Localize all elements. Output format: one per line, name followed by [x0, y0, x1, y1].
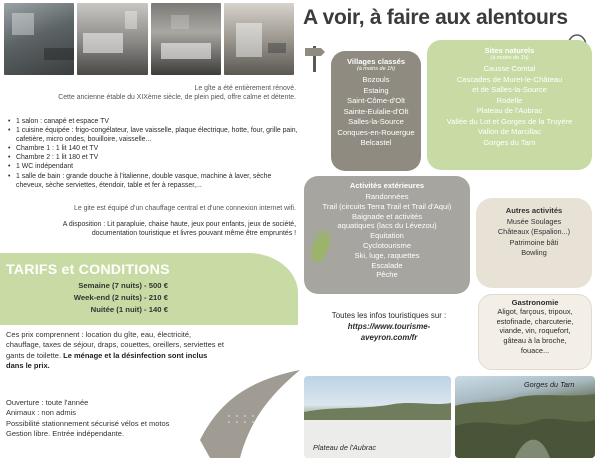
condition-ouverture: Ouverture : toute l'année — [6, 398, 89, 407]
list-item: Saint-Côme-d'Olt — [347, 96, 405, 105]
caption-aubrac: Plateau de l'Aubrac — [313, 443, 377, 452]
list-item: • 1 salon : canapé et espace TV — [8, 117, 298, 126]
list-item: Estaing — [363, 85, 389, 95]
autres-box — [482, 206, 586, 259]
list-item: Châteaux (Espalion...) — [497, 227, 571, 237]
photo-chambre — [151, 3, 221, 75]
list-item: Belcastel — [360, 138, 392, 147]
list-item: Baignade et activités — [351, 211, 423, 221]
disposition-text — [8, 220, 296, 238]
sites-box — [427, 40, 592, 170]
list-item: Patrimoine bâti — [509, 237, 559, 247]
list-item: • Chambre 1 : 1 lit 140 et TV — [8, 144, 298, 153]
list-item: aquatiques (lacs du Lévezou) — [337, 221, 437, 231]
activites-title: Activités extérieures — [349, 181, 425, 190]
list-item: Bozouls — [362, 75, 390, 84]
list-item: Vallon de Marcillac — [477, 127, 542, 136]
villages-subtitle: (à moins de 1h) — [356, 66, 396, 72]
list-item: Sainte-Eulalie-d'Olt — [343, 106, 409, 116]
decor-swoosh — [190, 340, 310, 460]
list-item: Escalade — [371, 260, 403, 270]
sites-title: Sites naturels — [484, 46, 535, 55]
tarif-weekend: Week-end (2 nuits) - 210 € — [73, 293, 168, 302]
photo-cuisine — [77, 3, 147, 75]
list-item: Aligot, farçous, tripoux, — [497, 307, 573, 316]
photo-salle-de-bain — [224, 3, 294, 75]
list-item: Plateau de l'Aubrac — [476, 106, 543, 115]
prices-cleaning: Le ménage et la désinfection sont inclus dans le prix. — [6, 350, 208, 371]
list-item: viande, vin, roquefort, — [499, 326, 571, 336]
tarifs-title: TARIFS et CONDITIONS — [6, 262, 170, 278]
list-item: Randonnées — [365, 192, 409, 201]
list-item: Rodelle — [496, 95, 523, 105]
tarif-week: Semaine (7 nuits) - 500 € — [78, 281, 168, 290]
list-item: Salles-la-Source — [348, 117, 404, 126]
list-item: Cyclotourisme — [362, 240, 412, 250]
prices-included: Ces prix comprennent : location du gîte, eau, électricité, chauffage, taxes de séjour, draps, couettes, oreillers, serviettes et gants de toilette. — [6, 330, 224, 360]
list-item: Pêche — [376, 270, 398, 280]
list-item: • 1 cuisine équipée : frigo-congélateur, lave vaisselle, plaque électrique, hotte, four, grille pain, cafetière, micro ondes, bouilloire, vaisselle... — [8, 126, 298, 144]
tarifs-list — [40, 280, 168, 316]
list-item: Conques-en-Rouergue — [337, 127, 415, 137]
list-item: Musée Soulages — [506, 217, 562, 226]
list-item: Vallée du Lot et Gorges de la Truyère — [446, 116, 573, 126]
photo-salon — [4, 3, 74, 75]
gastronomie-box — [478, 294, 592, 370]
tarif-night: Nuitée (1 nuit) - 140 € — [90, 305, 168, 314]
dispo-line-2: documentation touristique et livres pouvant même être empruntés ! — [91, 230, 296, 238]
list-item: Ski, luge, raquettes — [354, 250, 420, 260]
list-item: • 1 salle de bain : grande douche à l'italienne, double vasque, machine à laver, sèche cheveux, sèche serviettes, étendoir, table et fer à repasser,... — [8, 172, 298, 190]
signpost-icon — [303, 42, 327, 72]
condition-animaux: Animaux : non admis — [6, 408, 77, 418]
gastronomie-title: Gastronomie — [511, 298, 559, 307]
infos-block — [305, 310, 473, 343]
intro-line-2: Cette ancienne étable du XIXème siècle, de plein pied, offre calme et détente. — [58, 94, 296, 102]
intro-text — [8, 84, 296, 102]
list-item: • 1 WC indépendant — [8, 162, 298, 171]
intro-line-1: Le gîte a été entièrement rénové. — [194, 85, 296, 92]
equipment-list — [8, 117, 298, 190]
autres-title: Autres activités — [505, 206, 563, 215]
list-item: Equitation — [370, 231, 404, 241]
list-item: Trail (circuits Terra Trail et Trail d'Aqui) — [322, 201, 452, 211]
list-item: fouace... — [520, 345, 550, 355]
condition-gestion: Gestion libre. Entrée indépendante. — [6, 429, 124, 439]
condition-stationnement: Possibilité stationnement sécurisé vélos et motos — [6, 418, 170, 428]
caption-tarn: Gorges du Tarn — [524, 380, 575, 389]
heating-text: Le gite est équipé d'un chauffage central et d'une connexion internet wifi. — [73, 205, 296, 212]
list-item: estofinade, charcuterie, — [496, 316, 574, 326]
page-title: A voir, à faire aux alentours — [303, 6, 568, 29]
infos-text: Toutes les infos touristiques sur : — [331, 311, 447, 320]
list-item: Causse Comtal — [483, 64, 536, 73]
tourism-link-line-2[interactable]: aveyron.com/fr — [360, 333, 418, 342]
list-item: Cascades de Muret-le-Château — [456, 74, 563, 84]
tourism-link-line-1[interactable]: https://www.tourisme- — [347, 322, 431, 331]
villages-box — [331, 51, 421, 171]
dispo-line-1: A disposition : Lit parapluie, chaise haute, jeux pour enfants, jeux de société, — [62, 221, 296, 228]
sites-subtitle: (à moins de 1h) — [490, 55, 529, 61]
footprint-icon — [308, 230, 336, 264]
villages-title: Villages classés — [346, 57, 406, 66]
list-item: • Chambre 2 : 1 lit 180 et TV — [8, 153, 298, 162]
list-item: Gorges du Tarn — [483, 137, 536, 147]
decor-dots — [228, 415, 256, 423]
tourism-link[interactable] — [305, 321, 473, 343]
list-item: Bowling — [521, 248, 547, 258]
list-item: gâteau à la broche, — [503, 336, 567, 346]
photo-strip — [4, 3, 294, 75]
list-item: et de Salles-la-Source — [472, 85, 547, 94]
